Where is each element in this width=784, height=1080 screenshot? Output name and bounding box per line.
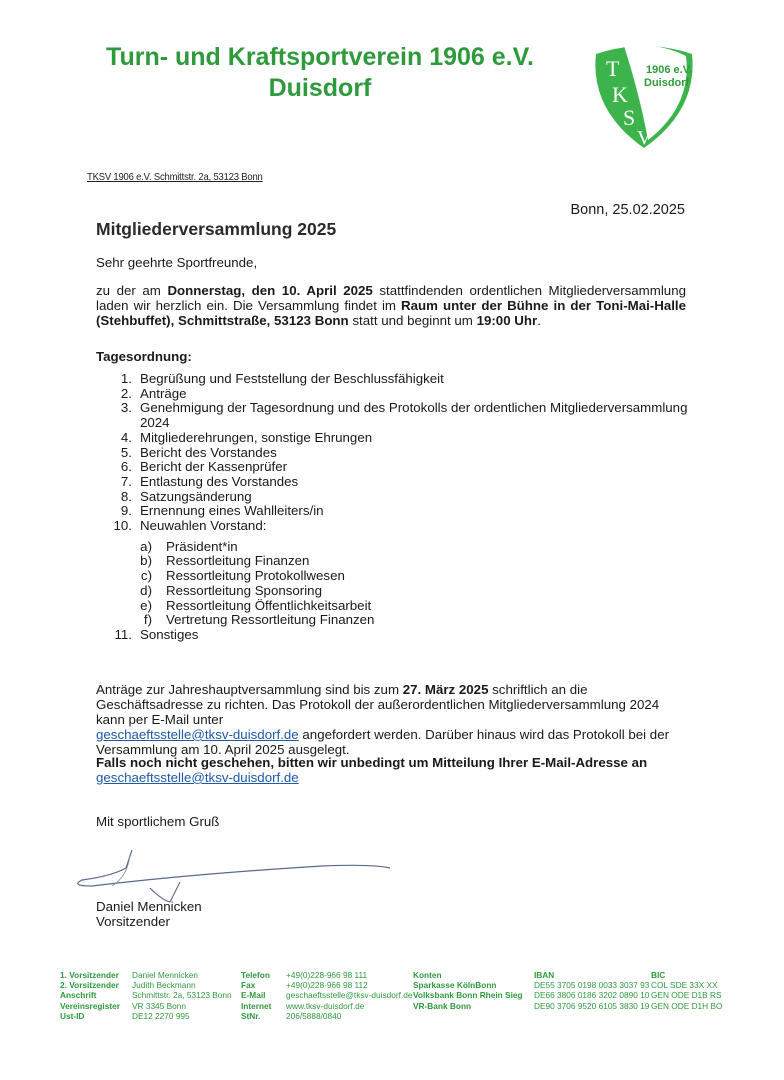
footer-value: +49(0)228-966 98 111 xyxy=(286,970,368,980)
agenda-item-text: Bericht der Kassenprüfer xyxy=(140,459,288,475)
agenda-sub-item xyxy=(96,540,696,555)
agenda-item-number: 5. xyxy=(120,444,132,460)
logo-year-text: 1906 e.V. xyxy=(646,64,693,76)
logo-letter-k: K xyxy=(612,82,628,107)
footer-label: 2. Vorsitzender xyxy=(60,980,119,991)
agenda-item-number: 1. xyxy=(120,371,132,386)
agenda-item-number: 8. xyxy=(120,488,132,504)
agenda-sub-item-letter: d) xyxy=(140,582,152,598)
bic-heading: BIC xyxy=(651,970,666,980)
intro-paragraph xyxy=(96,283,686,328)
footer-label: Fax xyxy=(241,980,256,991)
footer-bics xyxy=(651,970,722,1011)
agenda-item xyxy=(96,401,696,430)
meeting-date: Donnerstag, den 10. April 2025 xyxy=(167,283,373,298)
motions-deadline: 27. März 2025 xyxy=(402,682,489,697)
agenda-sub-item xyxy=(96,613,696,628)
agenda-item-number: 3. xyxy=(120,400,132,416)
bank-name: VR-Bank Bonn xyxy=(413,1000,472,1011)
footer-board-values xyxy=(132,970,232,1021)
footer-contact-labels xyxy=(241,970,271,1021)
agenda-sub-item-letter: a) xyxy=(140,538,152,554)
footer-label: Vereinsregister xyxy=(60,1000,120,1011)
footer-label: StNr. xyxy=(241,1010,261,1021)
footer-value: Judith Beckmann xyxy=(132,980,196,991)
email-link[interactable]: geschaeftsstelle@tksv-duisdorf.de xyxy=(96,727,299,742)
bank-name: Sparkasse KölnBonn xyxy=(413,980,497,991)
agenda-sub-item-text: Präsident*in xyxy=(166,538,238,554)
iban-value: DE90 3706 9520 6105 3830 19 xyxy=(534,1000,650,1011)
agenda-sub-item-text: Vertretung Ressortleitung Finanzen xyxy=(166,612,375,628)
meeting-location: Raum unter der Bühne in der Toni-Mai-Halle (Stehbuffet), Schmittstraße, 53123 Bonn xyxy=(96,298,686,328)
agenda-sub-item xyxy=(96,569,696,584)
signer-name: Daniel Mennicken xyxy=(96,899,202,914)
footer-label: E-Mail xyxy=(241,990,266,1001)
footer-label: Internet xyxy=(241,1000,272,1011)
agenda-item xyxy=(96,490,696,505)
agenda-item xyxy=(96,475,696,490)
footer-value: Schmittstr. 2a, 53123 Bonn xyxy=(132,990,232,1001)
intro-text: . xyxy=(537,313,541,328)
agenda-sub-item-text: Ressortleitung Öffentlichkeitsarbeit xyxy=(166,597,372,613)
agenda-item xyxy=(96,446,696,461)
logo-letter-s: S xyxy=(623,105,636,130)
club-name-heading xyxy=(90,42,550,104)
bank-name: Volksbank Bonn Rhein Sieg xyxy=(413,990,523,1001)
sender-address-line: TKSV 1906 e.V. Schmittstr. 2a, 53123 Bonn xyxy=(87,171,263,183)
letter-subject: Mitgliederversammlung 2025 xyxy=(96,219,337,239)
agenda-item-text: Bericht des Vorstandes xyxy=(140,444,277,460)
footer-ibans xyxy=(534,970,649,1011)
konten-heading: Konten xyxy=(413,970,442,980)
club-logo xyxy=(588,40,700,150)
agenda-sub-item-letter: b) xyxy=(140,553,152,569)
agenda-sub-item xyxy=(96,584,696,599)
email-request-text: Falls noch nicht geschehen, bitten wir unbedingt um Mitteilung Ihrer E-Mail-Adresse an xyxy=(96,755,648,770)
intro-text: statt und beginnt um xyxy=(348,313,477,328)
agenda-list xyxy=(96,372,696,643)
motions-text: schriftlich an die Geschäftsadresse zu richten. Das Protokoll der außerordentlichen Mitgliederversammlung 2024 kann per E-Mail unter xyxy=(96,682,660,727)
iban-value: DE55 3705 0198 0033 3037 93 xyxy=(534,980,650,991)
agenda-item-number: 9. xyxy=(120,503,132,519)
bic-value: GEN ODE D1H BO xyxy=(651,1000,723,1011)
agenda-item-text: Sonstiges xyxy=(140,626,199,642)
agenda-heading: Tagesordnung: xyxy=(96,349,192,364)
bic-value: GEN ODE D1B RS xyxy=(651,990,722,1001)
club-name-line1: Turn- und Kraftsportverein 1906 e.V. xyxy=(106,43,534,71)
shield-logo-icon xyxy=(588,40,700,150)
logo-letter-t: T xyxy=(606,56,620,81)
club-name-line2: Duisdorf xyxy=(268,74,372,102)
agenda-item-number: 11. xyxy=(114,626,132,642)
agenda-item xyxy=(96,504,696,519)
agenda-item-text: Anträge xyxy=(140,385,187,401)
agenda-item xyxy=(96,460,696,475)
logo-place-text: Duisdorf xyxy=(644,77,690,89)
footer-value: 206/5888/0840 xyxy=(286,1010,342,1021)
footer-contact-values xyxy=(286,970,412,1021)
agenda-item-text: Neuwahlen Vorstand: xyxy=(140,518,267,534)
closing-greeting: Mit sportlichem Gruß xyxy=(96,814,220,829)
footer-value: geschaeftsstelle@tksv-duisdorf.de xyxy=(286,990,413,1001)
intro-text: stattfindenden ordentlichen Mitgliederversammlung laden wir herzlich ein. Die Versammlung findet im xyxy=(96,283,686,313)
intro-text: zu der am xyxy=(96,283,168,298)
motions-text: Anträge zur Jahreshauptversammlung sind bis zum xyxy=(96,682,403,697)
footer-value: VR 3345 Bonn xyxy=(132,1000,186,1011)
agenda-item-text: Entlastung des Vorstandes xyxy=(140,473,299,489)
iban-heading: IBAN xyxy=(534,970,555,980)
signer-role: Vorsitzender xyxy=(96,914,170,929)
agenda-sub-item-text: Ressortleitung Sponsoring xyxy=(166,582,322,598)
agenda-sub-item-text: Ressortleitung Finanzen xyxy=(166,553,310,569)
meeting-time: 19:00 Uhr xyxy=(476,313,538,328)
footer-label: Telefon xyxy=(241,970,270,980)
agenda-item-text: Genehmigung der Tagesordnung und des Protokolls der ordentlichen Mitgliederversammlung 2024 xyxy=(140,400,688,431)
agenda-item-text: Ernennung eines Wahlleiters/in xyxy=(140,503,324,519)
logo-letter-v: V xyxy=(637,127,652,149)
email-link[interactable]: geschaeftsstelle@tksv-duisdorf.de xyxy=(96,770,299,785)
agenda-item-text: Satzungsänderung xyxy=(140,488,252,504)
agenda-item-number: 4. xyxy=(120,429,132,445)
agenda-item xyxy=(96,628,696,643)
letter-date: Bonn, 25.02.2025 xyxy=(570,202,685,218)
footer-label: Ust-ID xyxy=(60,1010,85,1021)
agenda-item xyxy=(96,372,696,387)
footer-value: www.tksv-duisdorf.de xyxy=(286,1000,365,1011)
agenda-item-number: 7. xyxy=(120,473,132,489)
bic-value: COL SDE 33X XX xyxy=(651,980,718,991)
footer-board-labels xyxy=(60,970,120,1021)
footer-value: DE12 2270 995 xyxy=(132,1010,190,1021)
footer-label: Anschrift xyxy=(60,990,97,1001)
agenda-item-number: 10. xyxy=(113,518,132,534)
agenda-sub-item xyxy=(96,599,696,614)
footer-value: +49(0)228-966 98 112 xyxy=(286,980,368,991)
agenda-sub-item-letter: f) xyxy=(143,612,152,628)
handwritten-signature xyxy=(72,846,392,906)
agenda-item-text: Begrüßung und Feststellung der Beschlussfähigkeit xyxy=(140,371,444,386)
agenda-item xyxy=(96,387,696,402)
agenda-sub-item-letter: c) xyxy=(140,568,152,584)
agenda-item-text: Mitgliederehrungen, sonstige Ehrungen xyxy=(140,429,373,445)
salutation: Sehr geehrte Sportfreunde, xyxy=(96,255,258,270)
agenda-sub-item-text: Ressortleitung Protokollwesen xyxy=(166,568,345,584)
email-request-paragraph xyxy=(96,755,686,785)
agenda-sub-item xyxy=(96,554,696,569)
agenda-sub-item-letter: e) xyxy=(140,597,152,613)
iban-value: DE66 3806 0186 3202 0890 10 xyxy=(534,990,650,1001)
motions-paragraph xyxy=(96,682,686,757)
footer-value: Daniel Mennicken xyxy=(132,970,198,980)
footer-label: 1. Vorsitzender xyxy=(60,970,119,980)
motions-text: angefordert werden. Darüber hinaus wird das Protokoll bei der Versammlung am 10. April 2025 ausgelegt. xyxy=(96,727,670,757)
footer-banks xyxy=(413,970,523,1011)
agenda-item-number: 6. xyxy=(120,459,132,475)
agenda-item xyxy=(96,519,696,534)
agenda-item xyxy=(96,431,696,446)
agenda-item-number: 2. xyxy=(120,385,132,401)
